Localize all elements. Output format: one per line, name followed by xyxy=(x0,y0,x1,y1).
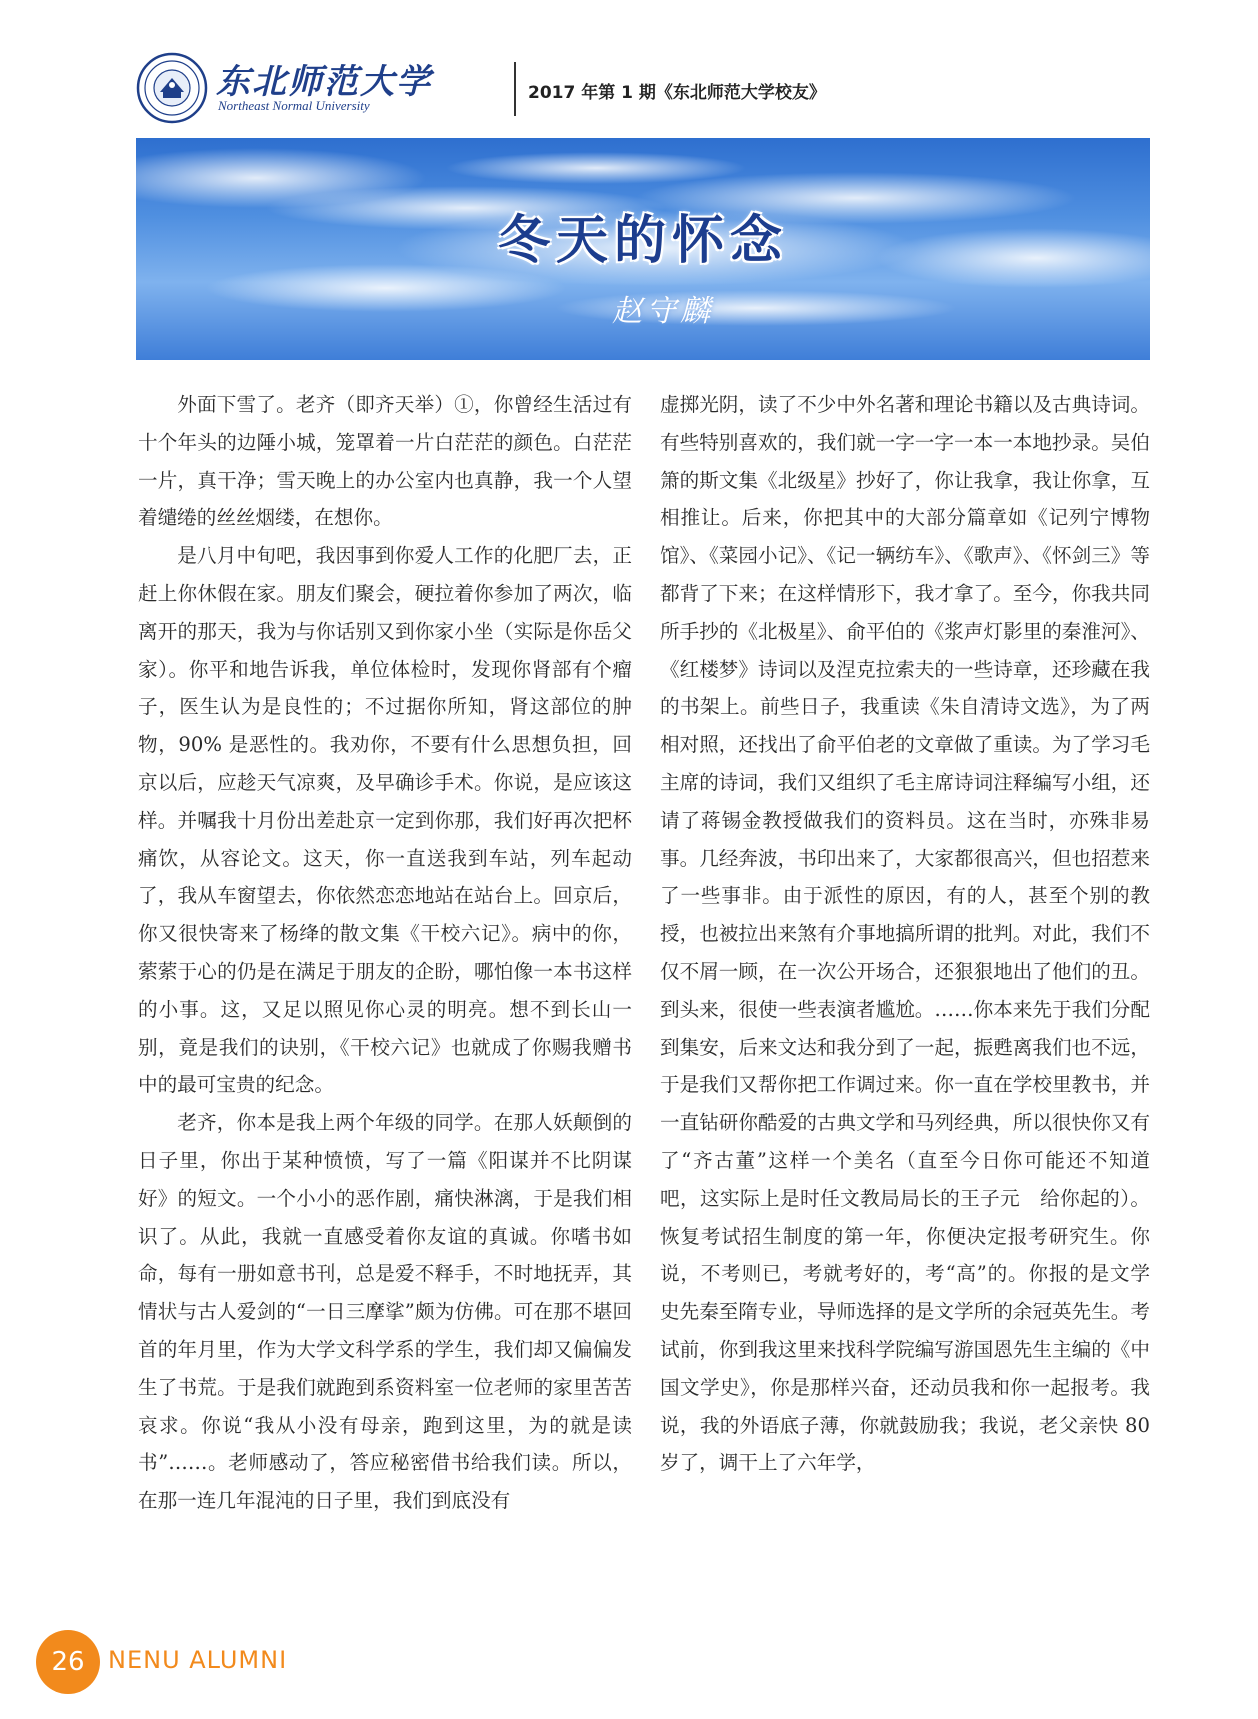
page-header xyxy=(136,52,836,118)
university-seal-icon xyxy=(136,52,208,124)
header-divider xyxy=(514,62,516,116)
university-logo-text: 东北师范大学 xyxy=(216,62,432,102)
footer-magazine-label: NENU ALUMNI xyxy=(108,1646,288,1674)
paragraph: 虚掷光阴，读了不少中外名著和理论书籍以及古典诗词。有些特别喜欢的，我们就一字一字一本一本地抄录。吴伯箫的斯文集《北级星》抄好了，你让我拿，我让你拿，互相推让。后来，你把其中的大部分篇章如《记列宁博物馆》、《菜园小记》、《记一辆纺车》、《歌声》、《怀剑三》等都背了下来；在这样情形下，我才拿了。至今，你我共同所手抄的《北极星》、俞平伯的《浆声灯影里的秦淮河》、《红楼梦》诗词以及涅克拉索夫的一些诗章，还珍藏在我的书架上。前些日子，我重读《朱自清诗文选》，为了两相对照，还找出了俞平伯老的文章做了重读。为了学习毛主席的诗词，我们又组织了毛主席诗词注释编写小组，还请了蒋锡金教授做我们的资料员。这在当时，亦殊非易事。几经奔波，书印出来了，大家都很高兴，但也招惹来了一些事非。由于派性的原因，有的人，甚至个别的教授，也被拉出来煞有介事地搞所谓的批判。对此，我们不仅不屑一顾，在一次公开场合，还狠狠地出了他们的丑。到头来，很使一些表演者尴尬。……你本来先于我们分配到集安，后来文达和我分到了一起，振甦离我们也不远，于是我们又帮你把工作调过来。你一直在学校里教书，并一直钻研你酷爱的古典文学和马列经典，所以很快你又有了“齐古董”这样一个美名（直至今日你可能还不知道吧，这实际上是时任文教局局长的王子元 给你起的）。恢复考试招生制度的第一年，你便决定报考研究生。你说，不考则已，考就考好的，考“高”的。你报的是文学史先秦至隋专业，导师选择的是文学所的余冠英先生。考试前，你到我这里来找科学院编写游国恩先生主编的《中国文学史》，你是那样兴奋，还动员我和你一起报考。我说，我的外语底子薄，你就鼓励我；我说，老父亲快 80 岁了，调干上了六年学， xyxy=(660,393,1150,1475)
paragraph: 外面下雪了。老齐（即齐天举）①，你曾经生活过有十个年头的边陲小城，笼罩着一片白茫茫的颜色。白茫茫一片，真干净；雪天晚上的办公室内也真静，我一个人望着缱绻的丝丝烟缕，在想你。 xyxy=(138,393,632,530)
article-column-right xyxy=(660,386,1150,1482)
university-logo-english: Northeast Normal University xyxy=(218,98,370,113)
issue-label: 2017 年第 1 期《东北师范大学校友》 xyxy=(528,83,826,103)
article-title: 冬天的怀念 xyxy=(497,211,788,271)
paragraph: 是八月中旬吧，我因事到你爱人工作的化肥厂去，正赶上你休假在家。朋友们聚会，硬拉着你参加了两次，临离开的那天，我为与你话别又到你家小坐（实际是你岳父家）。你平和地告诉我，单位体检时，发现你肾部有个瘤子，医生认为是良性的；不过据你所知，肾这部位的肿物，90% 是恶性的。我劝你，不要有什么思想负担，回京以后，应趁天气凉爽，及早确诊手术。你说，是应该这样。并嘱我十月份出差赴京一定到你那，我们好再次把杯痛饮，从容论文。这天，你一直送我到车站，列车起动了，我从车窗望去，你依然恋恋地站在站台上。回京后，你又很快寄来了杨绛的散文集《干校六记》。病中的你，萦萦于心的仍是在满足于朋友的企盼，哪怕像一本书这样的小事。这，又足以照见你心灵的明亮。想不到长山一别，竟是我们的诀别，《干校六记》也就成了你赐我赠书中的最可宝贵的纪念。 xyxy=(138,544,632,1097)
page-number-badge: 26 xyxy=(36,1630,100,1694)
article-column-left xyxy=(138,386,632,1520)
title-banner xyxy=(136,138,1150,360)
article-author: 赵守麟 xyxy=(612,294,714,329)
paragraph: 老齐，你本是我上两个年级的同学。在那人妖颠倒的日子里，你出于某种愤愤，写了一篇《阳谋并不比阴谋好》的短文。一个小小的恶作剧，痛快淋漓，于是我们相识了。从此，我就一直感受着你友谊的真诚。你嗜书如命，每有一册如意书刊，总是爱不释手，不时地抚弄，其情状与古人爱剑的“一日三摩挲”颇为仿佛。可在那不堪回首的年月里，作为大学文科学系的学生，我们却又偏偏发生了书荒。于是我们就跑到系资料室一位老师的家里苦苦哀求。你说“我从小没有母亲，跑到这里，为的就是读书”……。老师感动了，答应秘密借书给我们读。所以，在那一连几年混沌的日子里，我们到底没有 xyxy=(138,1111,632,1513)
